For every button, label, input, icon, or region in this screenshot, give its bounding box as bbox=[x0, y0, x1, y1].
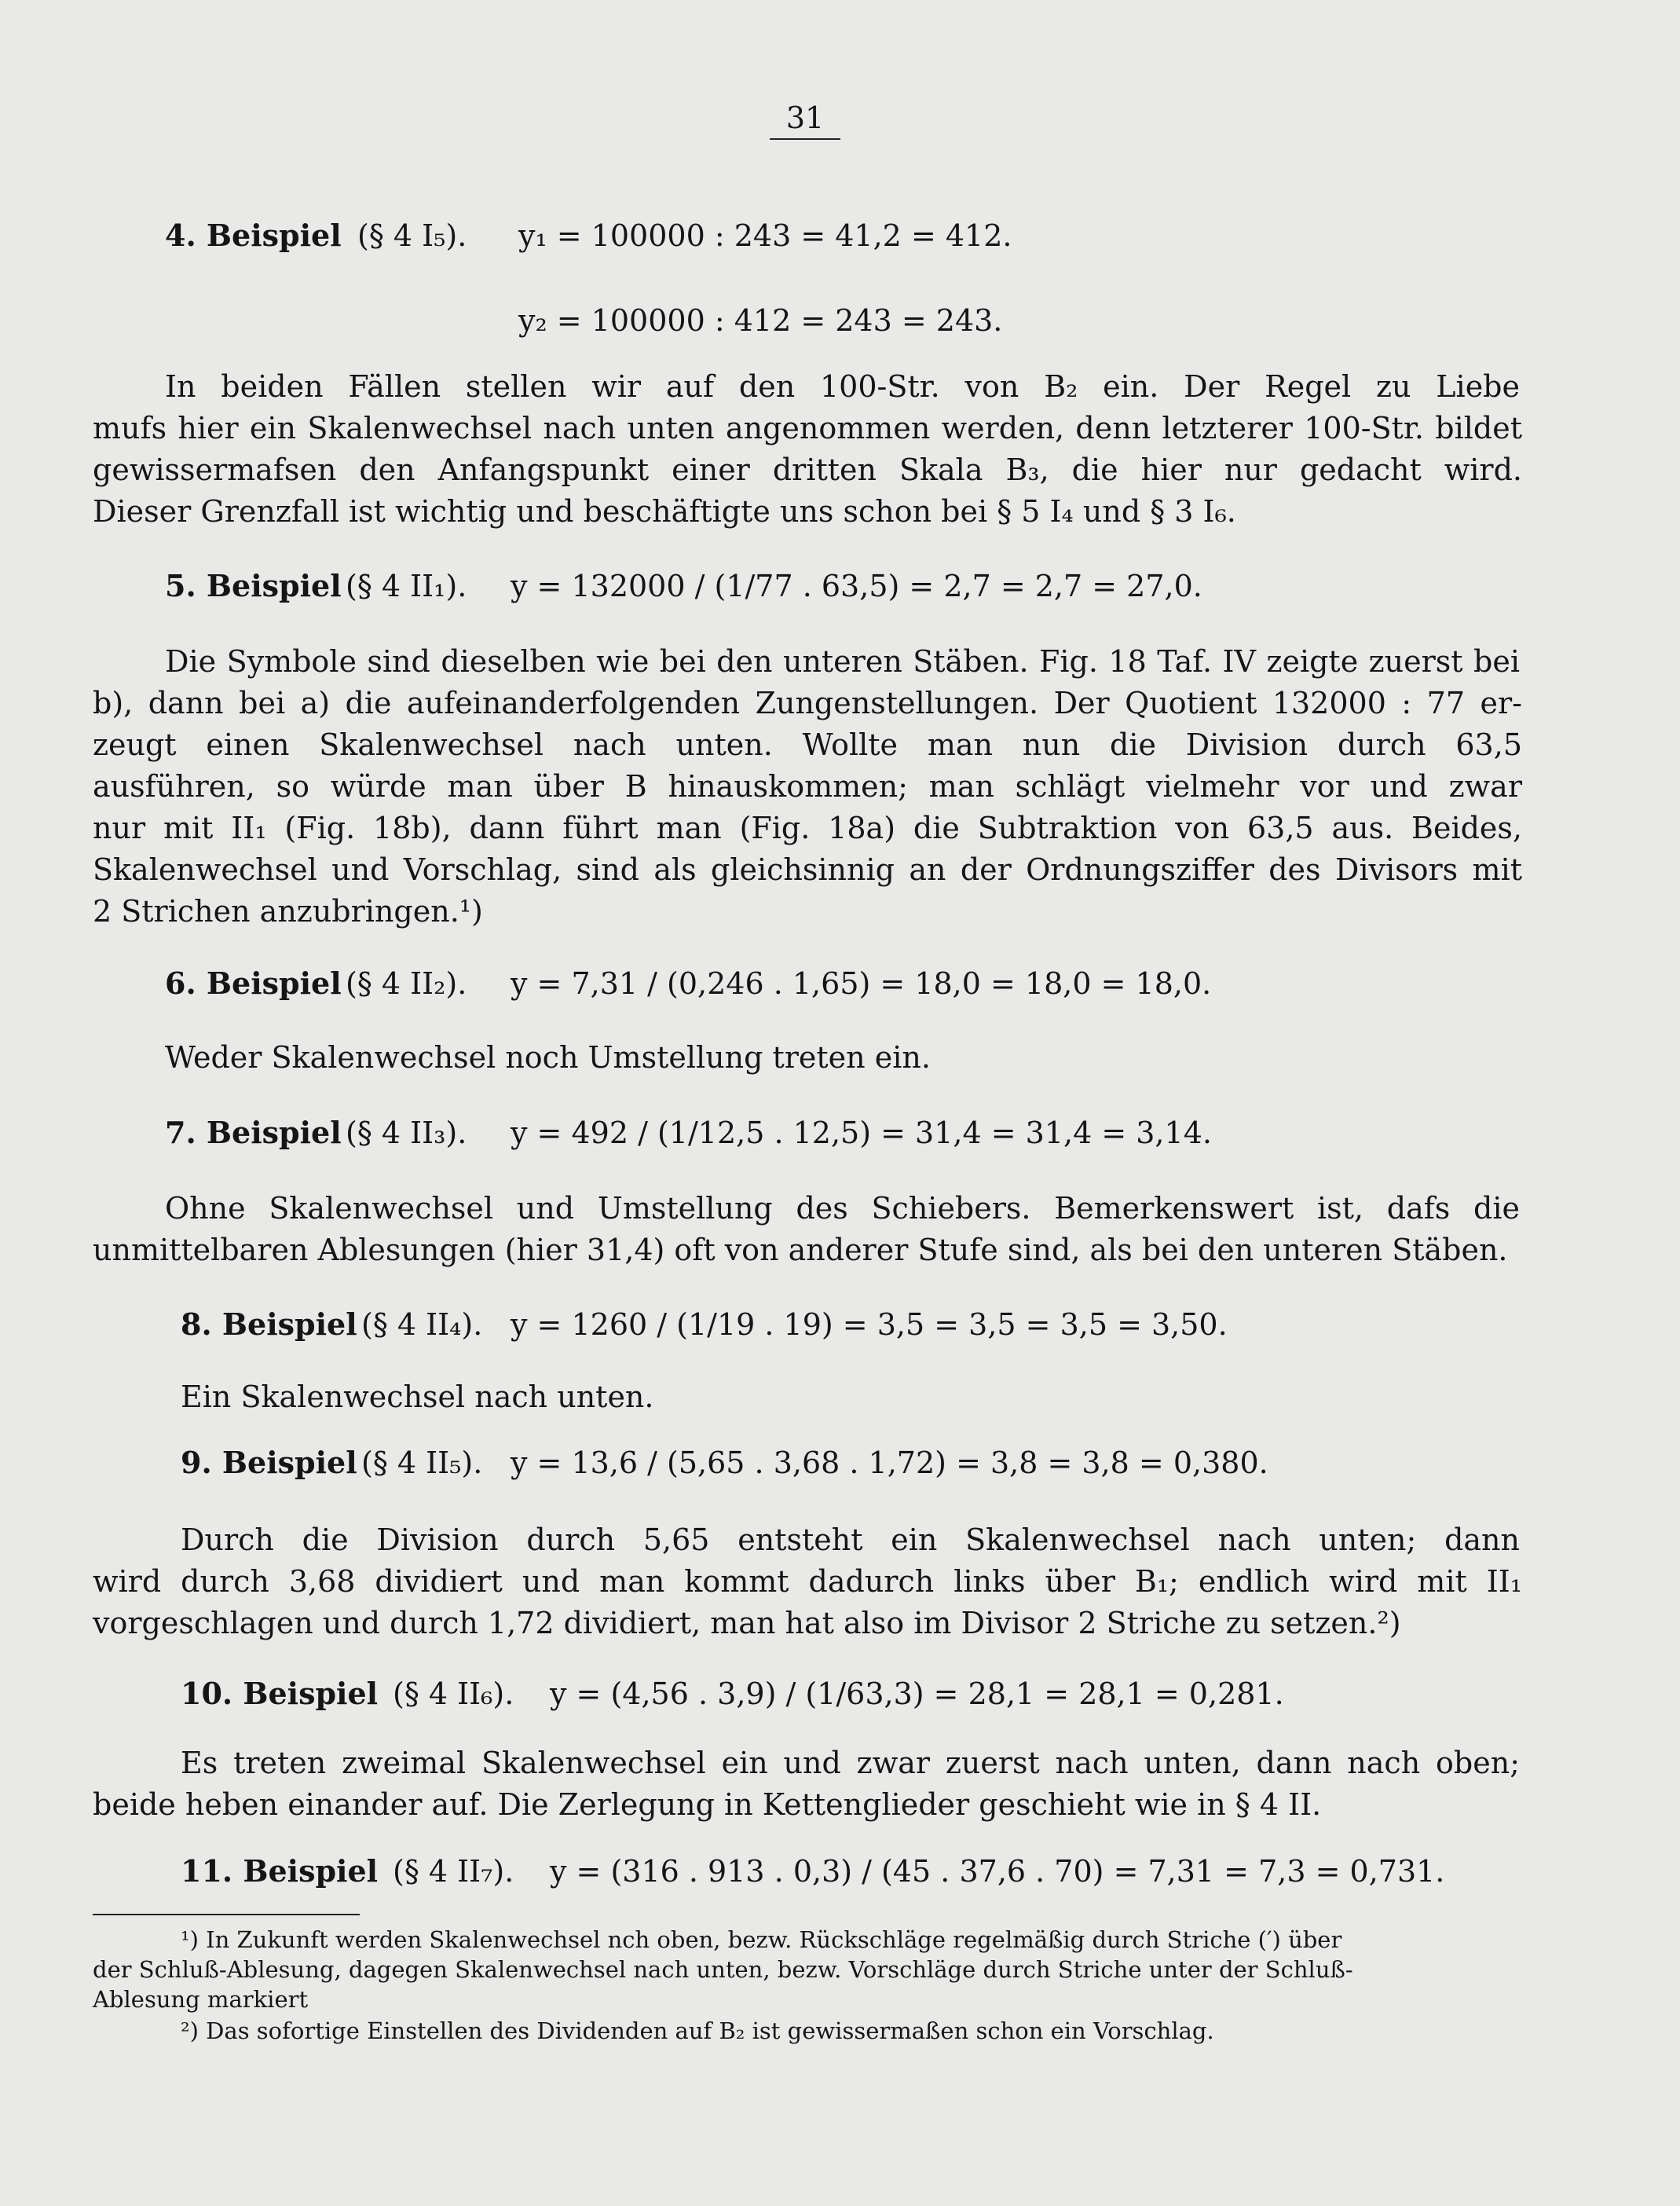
example-8-label: 8. Beispiel bbox=[181, 1306, 357, 1342]
footnote-1-line: Ablesung markiert bbox=[93, 1986, 309, 2013]
example-11-equation: y = (316 . 913 . 0,3) / (45 . 37,6 . 70) = 7,31 = 7,3 = 0,731. bbox=[550, 1854, 1445, 1889]
footnote-separator bbox=[93, 1914, 360, 1915]
example-8-equation: y = 1260 / (1/19 . 19) = 3,5 = 3,5 = 3,5 = 3,50. bbox=[511, 1307, 1228, 1342]
example-6-label: 6. Beispiel bbox=[165, 966, 342, 1001]
paragraph-line: 2 Strichen anzubringen.¹) bbox=[93, 894, 483, 929]
example-4-y2: y₂ = 100000 : 412 = 243 = 243. bbox=[518, 303, 1003, 338]
example-9-label: 9. Beispiel bbox=[181, 1445, 357, 1480]
example-8-ref: (§ 4 II₄). bbox=[361, 1307, 483, 1342]
paragraph-line: zeugt einen Skalenwechsel nach unten. Wollte man nun die Division durch 63,5 bbox=[93, 727, 1522, 762]
example-11-ref: (§ 4 II₇). bbox=[393, 1854, 514, 1889]
paragraph-line: wird durch 3,68 dividiert und man kommt dadurch links über B₁; endlich wird mit II₁ bbox=[93, 1564, 1522, 1599]
paragraph-line: Durch die Division durch 5,65 entsteht ein Skalenwechsel nach unten; dann bbox=[181, 1523, 1520, 1557]
paragraph-line: Skalenwechsel und Vorschlag, sind als gleichsinnig an der Ordnungsziffer des Divisors mit bbox=[93, 852, 1522, 887]
example-4-label: 4. Beispiel bbox=[165, 218, 342, 253]
paragraph-line: Ohne Skalenwechsel und Umstellung des Schiebers. Bemerkenswert ist, dafs die bbox=[165, 1191, 1520, 1226]
example-11-label: 11. Beispiel bbox=[181, 1853, 379, 1889]
example-10-ref: (§ 4 II₆). bbox=[393, 1676, 514, 1711]
paragraph-line: nur mit II₁ (Fig. 18b), dann führt man (Fig. 18a) die Subtraktion von 63,5 aus. Beides, bbox=[93, 811, 1522, 845]
footnote-2: ²) Das sofortige Einstellen des Dividenden auf B₂ ist gewissermaßen schon ein Vorschlag. bbox=[181, 2017, 1214, 2044]
paragraph-line: Ein Skalenwechsel nach unten. bbox=[181, 1380, 654, 1414]
paragraph-line: gewissermafsen den Anfangspunkt einer dritten Skala B₃, die hier nur gedacht wird. bbox=[93, 453, 1522, 487]
example-7-equation: y = 492 / (1/12,5 . 12,5) = 31,4 = 31,4 = 3,14. bbox=[511, 1116, 1212, 1150]
example-9-equation: y = 13,6 / (5,65 . 3,68 . 1,72) = 3,8 = 3,8 = 0,380. bbox=[511, 1446, 1268, 1480]
paragraph-line: vorgeschlagen und durch 1,72 dividiert, man hat also im Divisor 2 Striche zu setzen.²) bbox=[93, 1606, 1401, 1640]
paragraph-line: beide heben einander auf. Die Zerlegung in Kettenglieder geschieht wie in § 4 II. bbox=[93, 1787, 1322, 1822]
example-5-ref: (§ 4 II₁). bbox=[346, 569, 467, 603]
example-5-equation: y = 132000 / (1/77 . 63,5) = 2,7 = 2,7 = 27,0. bbox=[511, 569, 1202, 603]
paragraph-line: mufs hier ein Skalenwechsel nach unten angenommen werden, denn letzterer 100-Str. bildet bbox=[93, 411, 1522, 445]
footnote-1-line: ¹) In Zukunft werden Skalenwechsel nch oben, bezw. Rückschläge regelmäßig durch Striche (′) über bbox=[181, 1926, 1342, 1953]
paragraph-line: Dieser Grenzfall ist wichtig und beschäftigte uns schon bei § 5 I₄ und § 3 I₆. bbox=[93, 494, 1236, 529]
paragraph-line: Weder Skalenwechsel noch Umstellung treten ein. bbox=[165, 1040, 931, 1075]
paragraph-line: ausführen, so würde man über B hinauskommen; man schlägt vielmehr vor und zwar bbox=[93, 769, 1522, 804]
paragraph-line: Die Symbole sind dieselben wie bei den unteren Stäben. Fig. 18 Taf. IV zeigte zuerst bei bbox=[165, 644, 1520, 679]
example-6-ref: (§ 4 II₂). bbox=[346, 966, 467, 1001]
example-4-ref: (§ 4 I₅). bbox=[357, 218, 467, 253]
page-number: 31 bbox=[770, 101, 840, 140]
example-10-label: 10. Beispiel bbox=[181, 1676, 379, 1711]
example-7-ref: (§ 4 II₃). bbox=[346, 1116, 467, 1150]
example-7-label: 7. Beispiel bbox=[165, 1115, 342, 1150]
paragraph-line: In beiden Fällen stellen wir auf den 100-Str. von B₂ ein. Der Regel zu Liebe bbox=[165, 369, 1520, 404]
paragraph-line: b), dann bei a) die aufeinanderfolgenden Zungenstellungen. Der Quotient 132000 : 77 er- bbox=[93, 686, 1522, 720]
footnote-1-line: der Schluß-Ablesung, dagegen Skalenwechsel nach unten, bezw. Vorschläge durch Striche unter der Schluß- bbox=[93, 1956, 1353, 1983]
example-6-equation: y = 7,31 / (0,246 . 1,65) = 18,0 = 18,0 = 18,0. bbox=[511, 966, 1212, 1001]
example-4-y1: y₁ = 100000 : 243 = 41,2 = 412. bbox=[518, 218, 1012, 253]
example-10-equation: y = (4,56 . 3,9) / (1/63,3) = 28,1 = 28,1 = 0,281. bbox=[550, 1676, 1284, 1711]
paragraph-line: Es treten zweimal Skalenwechsel ein und zwar zuerst nach unten, dann nach oben; bbox=[181, 1746, 1520, 1780]
example-5-label: 5. Beispiel bbox=[165, 568, 342, 603]
paragraph-line: unmittelbaren Ablesungen (hier 31,4) oft von anderer Stufe sind, als bei den unteren Stäben. bbox=[93, 1233, 1508, 1267]
example-9-ref: (§ 4 II₅). bbox=[361, 1446, 483, 1480]
